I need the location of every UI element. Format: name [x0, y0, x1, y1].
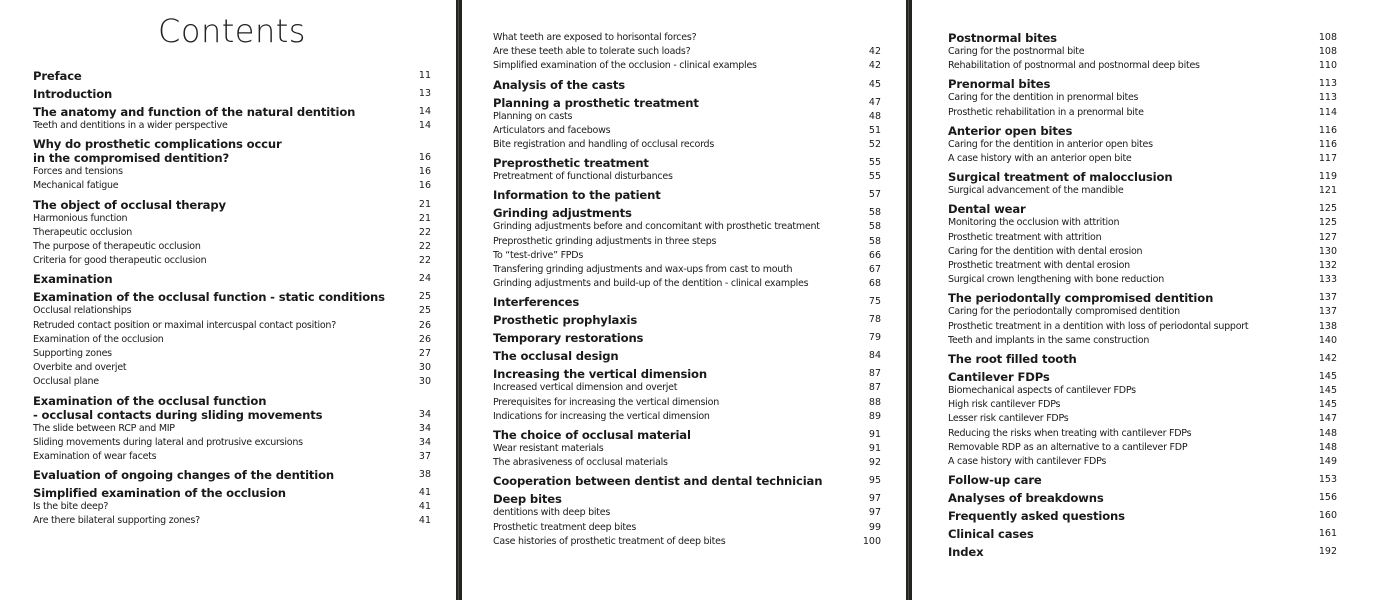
toc-page-number: 108 [1318, 46, 1337, 57]
toc-entry-title: Why do prosthetic complications occur in the compromised dentition? [33, 137, 282, 166]
toc-entry-title: Caring for the dentition with dental erosion [948, 245, 1143, 257]
toc-chapter-entry[interactable] [948, 366, 1337, 384]
toc-page-number: 137 [1318, 306, 1337, 318]
toc-page-number: 132 [1318, 260, 1337, 272]
toc-entry-title: Articulators and facebows [493, 124, 611, 136]
toc-section-entry[interactable] [33, 304, 431, 318]
toc-page-number: 125 [1318, 203, 1337, 215]
toc-entry-title: Grinding adjustments [493, 206, 632, 221]
toc-section-entry[interactable] [948, 305, 1337, 319]
toc-section-entry[interactable] [948, 320, 1337, 334]
toc-entry-title: Analyses of breakdowns [948, 491, 1104, 506]
toc-page-number: 87 [868, 382, 881, 394]
toc-chapter-entry[interactable] [493, 309, 881, 327]
toc-entry-title: The abrasiveness of occlusal materials [493, 457, 668, 469]
toc-page-number: 41 [418, 515, 431, 527]
toc-page-number: 153 [1318, 474, 1337, 486]
toc-chapter-entry[interactable] [948, 348, 1337, 366]
toc-page-number: 89 [868, 410, 881, 422]
toc-page-number: 37 [418, 451, 431, 463]
toc-page-number: 110 [1318, 60, 1337, 72]
toc-section-entry[interactable] [33, 514, 431, 528]
toc-page-number: 66 [868, 249, 881, 261]
toc-page-number: 91 [868, 429, 881, 441]
toc-section-entry[interactable] [948, 384, 1337, 398]
toc-entry-title: Wear resistant materials [493, 443, 604, 455]
toc-entry-title: Surgical advancement of the mandible [948, 185, 1124, 197]
toc-page-number: 113 [1318, 78, 1337, 90]
toc-section-entry[interactable] [948, 412, 1337, 426]
toc-entry-title: Surgical crown lengthening with bone reduction [948, 274, 1164, 286]
toc-entry-title: A case history with an anterior open bite [948, 153, 1132, 165]
toc-chapter-entry[interactable] [948, 505, 1337, 523]
toc-section-entry[interactable] [33, 240, 431, 254]
toc-page-number: 25 [418, 305, 431, 317]
toc-section-entry[interactable] [493, 170, 881, 184]
toc-page-number: 47 [868, 96, 881, 108]
toc-entry-title: Prosthetic rehabilitation in a prenormal bite [948, 106, 1144, 118]
toc-chapter-entry[interactable] [33, 194, 431, 212]
toc-section-entry[interactable] [33, 450, 431, 464]
toc-page-number: 16 [418, 152, 431, 164]
toc-entry-title: Frequently asked questions [948, 509, 1125, 524]
toc-entry-title: Bite registration and handling of occlusal records [493, 139, 715, 151]
toc-page-number: 75 [868, 296, 881, 308]
toc-page-number: 55 [868, 157, 881, 169]
toc-entry-title: Prosthetic treatment with attrition [948, 231, 1102, 243]
toc-page-number: 145 [1318, 385, 1337, 397]
toc-page-number: 41 [418, 487, 431, 499]
toc-section-entry[interactable] [493, 235, 881, 249]
toc-section-entry[interactable] [493, 59, 881, 73]
toc-entry-title: Introduction [33, 87, 113, 101]
toc-page-number: 14 [418, 120, 431, 131]
toc-entry-title: Caring for the postnormal bite [948, 46, 1085, 57]
toc-chapter-entry[interactable] [33, 101, 431, 119]
toc-chapter-entry[interactable] [33, 286, 431, 304]
toc-page-number: 97 [868, 493, 881, 505]
toc-section-entry[interactable] [493, 249, 881, 263]
toc-page-number: 34 [418, 436, 431, 448]
toc-section-entry[interactable] [493, 442, 881, 456]
toc-entry-title: Caring for the dentition in prenormal bites [948, 92, 1139, 104]
toc-page-number: 22 [418, 241, 431, 253]
toc-entry-title: Evaluation of ongoing changes of the dentition [33, 468, 335, 483]
toc-entry-title: Temporary restorations [493, 331, 644, 346]
toc-section-entry[interactable] [493, 45, 881, 59]
toc-chapter-entry[interactable] [493, 202, 881, 220]
toc-entry-title: Deep bites [493, 492, 562, 507]
toc-page-number: 147 [1318, 413, 1337, 425]
toc-page-number: 51 [868, 124, 881, 136]
toc-page-number: 97 [868, 507, 881, 519]
toc-section-entry[interactable] [33, 333, 431, 347]
toc-section-entry[interactable] [33, 436, 431, 450]
toc-entry-title: Reducing the risks when treating with cantilever FDPs [948, 427, 1192, 439]
toc-page-number: 58 [868, 221, 881, 233]
toc-page-number: 138 [1318, 320, 1337, 332]
toc-section-entry[interactable] [33, 212, 431, 226]
toc-chapter-entry[interactable] [493, 184, 881, 202]
toc-chapter-entry[interactable] [948, 166, 1337, 184]
toc-entry-title: Prenormal bites [948, 77, 1051, 92]
toc-section-entry[interactable] [948, 59, 1337, 73]
toc-page-number: 148 [1318, 441, 1337, 453]
toc-page-number: 114 [1318, 106, 1337, 118]
toc-entry-title: The choice of occlusal material [493, 428, 691, 443]
toc-section-entry[interactable] [493, 535, 881, 549]
toc-page-number: 14 [418, 106, 431, 117]
toc-page-number: 52 [868, 139, 881, 151]
toc-entry-title: Overbite and overjet [33, 362, 127, 374]
toc-section-entry[interactable] [493, 220, 881, 234]
toc-entry-title: Examination of wear facets [33, 451, 157, 463]
toc-page-number: 22 [418, 226, 431, 238]
toc-entry-title: Planning a prosthetic treatment [493, 95, 699, 110]
toc-page-number: 25 [418, 291, 431, 303]
toc-entry-title: Retruded contact position or maximal intercuspal contact position? [33, 319, 336, 331]
toc-section-entry[interactable] [493, 138, 881, 152]
toc-list [493, 31, 881, 549]
toc-entry-title: Examination of the occlusion [33, 333, 164, 345]
toc-chapter-entry[interactable] [33, 83, 431, 101]
toc-entry-title: Analysis of the casts [493, 77, 626, 92]
toc-page-number: 55 [868, 171, 881, 183]
toc-page-number: 26 [418, 333, 431, 345]
toc-chapter-entry[interactable] [948, 541, 1337, 559]
toc-entry-title: Biomechanical aspects of cantilever FDPs [948, 385, 1136, 397]
toc-entry-title: Cantilever FDPs [948, 370, 1050, 385]
toc-entry-title: Prosthetic treatment in a dentition with loss of periodontal support [948, 320, 1249, 332]
toc-entry-title: The purpose of therapeutic occlusion [33, 241, 201, 253]
toc-section-entry[interactable] [948, 273, 1337, 287]
toc-page-number: 140 [1318, 334, 1337, 346]
toc-page-number: 30 [418, 376, 431, 388]
toc-chapter-entry[interactable] [493, 345, 881, 363]
toc-page-number: 137 [1318, 292, 1337, 304]
toc-chapter-entry[interactable] [493, 488, 881, 506]
toc-section-entry[interactable] [493, 263, 881, 277]
toc-chapter-entry[interactable] [33, 268, 431, 286]
toc-entry-title: High risk cantilever FDPs [948, 399, 1061, 411]
toc-section-entry[interactable] [948, 259, 1337, 273]
contents-page-left [0, 0, 456, 600]
toc-section-entry[interactable] [493, 31, 881, 45]
toc-section-entry[interactable] [948, 106, 1337, 120]
toc-page-number: 11 [418, 70, 431, 81]
toc-entry-title: The periodontally compromised dentition [948, 291, 1214, 306]
toc-section-entry[interactable] [33, 375, 431, 389]
toc-entry-title: Teeth and dentitions in a wider perspective [33, 120, 228, 131]
toc-page-number: 130 [1318, 245, 1337, 257]
page-title: Contents [158, 12, 306, 50]
toc-page-number: 38 [418, 469, 431, 481]
toc-entry-title: To “test-drive” FPDs [493, 249, 584, 261]
toc-section-entry[interactable] [948, 398, 1337, 412]
toc-page-number: 161 [1318, 528, 1337, 540]
toc-section-entry[interactable] [33, 119, 431, 133]
toc-page-number: 13 [418, 88, 431, 99]
toc-entry-title: Simplified examination of the occlusion [33, 486, 286, 501]
toc-section-entry[interactable] [493, 521, 881, 535]
toc-entry-title: Sliding movements during lateral and protrusive excursions [33, 436, 303, 448]
toc-section-entry[interactable] [33, 165, 431, 179]
toc-section-entry[interactable] [493, 124, 881, 138]
toc-section-entry[interactable] [948, 45, 1337, 59]
toc-entry-title: Pretreatment of functional disturbances [493, 171, 673, 183]
toc-page-number: 160 [1318, 510, 1337, 522]
toc-entry-title: The object of occlusal therapy [33, 197, 226, 212]
toc-page-number: 42 [868, 46, 881, 58]
toc-section-entry[interactable] [948, 427, 1337, 441]
toc-entry-title: Are there bilateral supporting zones? [33, 515, 200, 527]
toc-entry-title: Caring for the dentition in anterior open bites [948, 138, 1153, 150]
toc-entry-title: A case history with cantilever FDPs [948, 456, 1107, 468]
toc-page-number: 145 [1318, 371, 1337, 383]
toc-page-number: 30 [418, 362, 431, 374]
toc-page-number: 22 [418, 255, 431, 267]
toc-entry-title: Cooperation between dentist and dental technician [493, 474, 823, 489]
toc-section-entry[interactable] [948, 231, 1337, 245]
toc-page-number: 117 [1318, 153, 1337, 165]
toc-page-number: 92 [868, 457, 881, 469]
toc-section-entry[interactable] [493, 110, 881, 124]
toc-chapter-entry[interactable] [33, 390, 431, 422]
toc-page-number: 100 [862, 535, 881, 547]
toc-page-number: 192 [1318, 546, 1337, 558]
toc-section-entry[interactable] [948, 245, 1337, 259]
toc-page-number: 119 [1318, 171, 1337, 183]
toc-chapter-entry[interactable] [493, 470, 881, 488]
toc-section-entry[interactable] [948, 334, 1337, 348]
toc-entry-title: Preprosthetic treatment [493, 156, 649, 171]
toc-page-number: 87 [868, 368, 881, 380]
toc-page-number: 125 [1318, 217, 1337, 229]
toc-section-entry[interactable] [493, 277, 881, 291]
toc-entry-title: Occlusal plane [33, 376, 99, 388]
toc-page-number: 156 [1318, 492, 1337, 504]
toc-entry-title: Prerequisites for increasing the vertical dimension [493, 396, 719, 408]
toc-section-entry[interactable] [493, 381, 881, 395]
toc-chapter-entry[interactable] [493, 327, 881, 345]
toc-chapter-entry[interactable] [948, 120, 1337, 138]
toc-entry-title: The root filled tooth [948, 352, 1077, 367]
toc-entry-title: Examination of the occlusal function - static conditions [33, 290, 385, 305]
toc-chapter-entry[interactable] [948, 31, 1337, 45]
toc-section-entry[interactable] [948, 91, 1337, 105]
toc-page-number: 27 [418, 348, 431, 360]
toc-chapter-entry[interactable] [948, 487, 1337, 505]
toc-chapter-entry[interactable] [493, 74, 881, 92]
toc-entry-title: Mechanical fatigue [33, 180, 119, 192]
toc-entry-title: Index [948, 545, 984, 560]
toc-page-number: 34 [418, 408, 431, 420]
toc-page-number: 21 [418, 198, 431, 210]
toc-page-number: 45 [868, 78, 881, 90]
toc-page-number: 108 [1318, 32, 1337, 43]
toc-entry-title: Prosthetic treatment deep bites [493, 521, 637, 533]
toc-page-number: 116 [1318, 138, 1337, 150]
toc-entry-title: Preprosthetic grinding adjustments in three steps [493, 235, 717, 247]
toc-section-entry[interactable] [33, 319, 431, 333]
toc-chapter-entry[interactable] [493, 152, 881, 170]
toc-section-entry[interactable] [493, 456, 881, 470]
toc-page-number: 79 [868, 332, 881, 344]
toc-page-number: 142 [1318, 353, 1337, 365]
toc-section-entry[interactable] [33, 500, 431, 514]
toc-page-number: 26 [418, 319, 431, 331]
toc-entry-title: Case histories of prosthetic treatment of deep bites [493, 535, 726, 547]
toc-entry-title: Postnormal bites [948, 31, 1057, 45]
toc-entry-title: Information to the patient [493, 188, 661, 203]
toc-page-number: 99 [868, 521, 881, 533]
toc-page-number: 41 [418, 501, 431, 513]
toc-entry-title: The occlusal design [493, 349, 619, 364]
toc-entry-title: Interferences [493, 295, 580, 310]
toc-chapter-entry[interactable] [493, 424, 881, 442]
toc-page-number: 121 [1318, 185, 1337, 197]
toc-entry-title: Harmonious function [33, 212, 128, 224]
toc-page-number: 58 [868, 235, 881, 247]
toc-page-number: 127 [1318, 231, 1337, 243]
toc-entry-title: Prosthetic treatment with dental erosion [948, 260, 1130, 272]
toc-entry-title: Simplified examination of the occlusion - clinical examples [493, 60, 757, 72]
toc-list [33, 69, 431, 529]
toc-chapter-entry[interactable] [493, 92, 881, 110]
toc-section-entry[interactable] [33, 347, 431, 361]
toc-entry-title: Lesser risk cantilever FDPs [948, 413, 1069, 425]
contents-page-middle [462, 0, 906, 600]
toc-page-number: 148 [1318, 427, 1337, 439]
toc-entry-title: dentitions with deep bites [493, 507, 611, 519]
toc-page-number: 58 [868, 207, 881, 219]
toc-entry-title: Grinding adjustments and build-up of the dentition - clinical examples [493, 278, 809, 290]
toc-entry-title: Examination of the occlusal function - occlusal contacts during sliding movements [33, 393, 323, 422]
toc-page-number: 16 [418, 180, 431, 192]
toc-page-number: 91 [868, 443, 881, 455]
toc-entry-title: Forces and tensions [33, 166, 123, 178]
toc-entry-title: Are these teeth able to tolerate such loads? [493, 46, 691, 58]
toc-chapter-entry[interactable] [33, 133, 431, 165]
toc-entry-title: Supporting zones [33, 348, 112, 360]
toc-entry-title: Removable RDP as an alternative to a cantilever FDP [948, 441, 1188, 453]
toc-entry-title: What teeth are exposed to horisontal forces? [493, 32, 697, 43]
toc-entry-title: Dental wear [948, 202, 1026, 217]
toc-chapter-entry[interactable] [33, 482, 431, 500]
toc-entry-title: Indications for increasing the vertical dimension [493, 410, 710, 422]
toc-entry-title: Caring for the periodontally compromised dentition [948, 306, 1180, 318]
toc-entry-title: Teeth and implants in the same construction [948, 334, 1150, 346]
toc-entry-title: Is the bite deep? [33, 501, 109, 513]
toc-page-number: 145 [1318, 399, 1337, 411]
toc-section-entry[interactable] [948, 441, 1337, 455]
toc-page-number: 67 [868, 264, 881, 276]
toc-chapter-entry[interactable] [948, 287, 1337, 305]
toc-entry-title: Surgical treatment of malocclusion [948, 170, 1173, 185]
toc-entry-title: The slide between RCP and MIP [33, 422, 175, 434]
toc-entry-title: Examination [33, 272, 113, 287]
toc-section-entry[interactable] [948, 455, 1337, 469]
toc-chapter-entry[interactable] [33, 464, 431, 482]
toc-page-number: 42 [868, 60, 881, 72]
toc-chapter-entry[interactable] [948, 198, 1337, 216]
toc-entry-title: Prosthetic prophylaxis [493, 313, 638, 328]
toc-entry-title: Increased vertical dimension and overjet [493, 382, 678, 394]
toc-entry-title: Occlusal relationships [33, 305, 132, 317]
toc-entry-title: Grinding adjustments before and concomitant with prosthetic treatment [493, 221, 820, 233]
toc-page-number: 133 [1318, 274, 1337, 286]
toc-page-number: 78 [868, 314, 881, 326]
toc-page-number: 24 [418, 273, 431, 285]
toc-entry-title: Therapeutic occlusion [33, 226, 132, 238]
toc-page-number: 68 [868, 278, 881, 290]
toc-entry-title: Anterior open bites [948, 123, 1073, 138]
toc-entry-title: Transfering grinding adjustments and wax-ups from cast to mouth [493, 264, 793, 276]
toc-entry-title: Monitoring the occlusion with attrition [948, 217, 1120, 229]
toc-page-number: 48 [868, 110, 881, 122]
toc-entry-title: Rehabilitation of postnormal and postnormal deep bites [948, 60, 1200, 72]
toc-entry-title: Preface [33, 69, 82, 83]
toc-list [948, 31, 1337, 559]
toc-section-entry[interactable] [493, 410, 881, 424]
toc-entry-title: Increasing the vertical dimension [493, 367, 707, 382]
toc-page-number: 88 [868, 396, 881, 408]
toc-page-number: 57 [868, 189, 881, 201]
toc-chapter-entry[interactable] [948, 523, 1337, 541]
toc-section-entry[interactable] [33, 422, 431, 436]
toc-entry-title: Planning on casts [493, 110, 573, 122]
toc-page-number: 84 [868, 350, 881, 362]
toc-section-entry[interactable] [33, 179, 431, 193]
toc-section-entry[interactable] [948, 152, 1337, 166]
toc-section-entry[interactable] [948, 216, 1337, 230]
toc-chapter-entry[interactable] [948, 469, 1337, 487]
contents-page-right [912, 0, 1376, 600]
toc-page-number: 149 [1318, 456, 1337, 468]
toc-chapter-entry[interactable] [493, 291, 881, 309]
toc-section-entry[interactable] [33, 254, 431, 268]
toc-page-number: 113 [1318, 92, 1337, 104]
toc-section-entry[interactable] [948, 138, 1337, 152]
toc-chapter-entry[interactable] [33, 69, 431, 83]
toc-section-entry[interactable] [33, 226, 431, 240]
toc-page-number: 21 [418, 212, 431, 224]
toc-entry-title: The anatomy and function of the natural dentition [33, 105, 356, 119]
toc-section-entry[interactable] [493, 396, 881, 410]
toc-page-number: 116 [1318, 124, 1337, 136]
toc-entry-title: Criteria for good therapeutic occlusion [33, 255, 207, 267]
toc-chapter-entry[interactable] [493, 363, 881, 381]
toc-section-entry[interactable] [948, 184, 1337, 198]
toc-entry-title: Follow-up care [948, 473, 1042, 488]
toc-section-entry[interactable] [33, 361, 431, 375]
toc-page-number: 16 [418, 166, 431, 178]
toc-page-number: 95 [868, 475, 881, 487]
toc-page-number: 34 [418, 422, 431, 434]
toc-chapter-entry[interactable] [948, 73, 1337, 91]
toc-section-entry[interactable] [493, 506, 881, 520]
toc-entry-title: Clinical cases [948, 527, 1034, 542]
